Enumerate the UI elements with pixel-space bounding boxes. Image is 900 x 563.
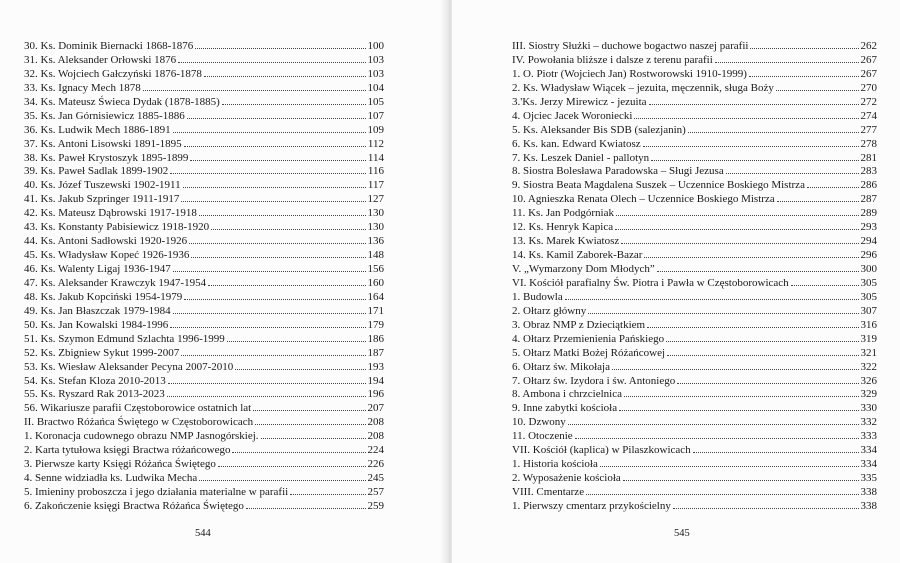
toc-entry-page: 208 [367,430,384,443]
toc-entry [512,54,877,68]
toc-leader-dots [621,243,858,244]
toc-entry-page: 130 [367,221,384,234]
toc-entry [512,193,877,207]
toc-entry-title: VI. Kościół parafialny Św. Piotra i Pawła w Częstoborowicach [512,276,789,289]
toc-entry-page: 103 [367,67,384,80]
toc-entry-page: 281 [860,151,877,164]
toc-entry [24,207,384,221]
toc-leader-dots [181,201,365,202]
toc-entry-title: VIII. Cmentarze [512,486,585,498]
toc-entry-title: 47. Ks. Aleksander Krawczyk 1947-1954 [24,276,207,289]
toc-entry-title: 35. Ks. Jan Górnisiewicz 1885-1886 [24,109,185,122]
toc-leader-dots [235,369,365,370]
toc-entry [24,263,384,277]
toc-leader-dots [204,76,366,77]
toc-entry-title: 10. Dzwony [512,416,566,429]
toc-entry [24,458,384,472]
toc-entry [512,361,877,375]
toc-entry-page: 109 [367,123,384,136]
toc-entry-page: 294 [860,235,877,248]
toc-entry-title: 3.'Ks. Jerzy Mirewicz - jezuita [512,95,647,108]
toc-leader-dots [246,508,366,509]
toc-entry-page: 330 [860,402,877,415]
toc-entry [512,235,877,249]
toc-entry [24,152,384,166]
toc-leader-dots [749,76,859,77]
toc-entry-page: 127 [367,193,384,206]
toc-entry-title: 5. Ołtarz Matki Bożej Różańcowej [512,346,666,359]
toc-leader-dots [615,229,858,230]
toc-leader-dots [187,118,366,119]
toc-entry [512,124,877,138]
toc-leader-dots [649,104,859,105]
toc-entry-title: 56. Wikariusze parafii Częstoborowice ostatnich lat [24,402,252,415]
toc-entry-page: 326 [860,374,877,387]
toc-entry [24,40,384,54]
toc-entry-title: 14. Ks. Kamil Zaborek-Bazar [512,249,643,262]
toc-entry-page: 270 [860,81,877,94]
toc-leader-dots [143,90,366,91]
toc-entry-title: 11. Ks. Jan Podgórniak [512,207,614,220]
toc-entry [512,500,877,514]
toc-entry-title: 1. O. Piotr (Wojciech Jan) Rostworowski 1910-1999) [512,67,747,80]
toc-leader-dots [195,48,365,49]
toc-entry-page: 116 [367,165,384,178]
toc-entry-page: 286 [860,179,877,192]
toc-entry-title: 52. Ks. Zbigniew Sykut 1999-2007 [24,346,180,359]
toc-leader-dots [173,271,366,272]
toc-entry [24,221,384,235]
toc-entry [512,319,877,333]
toc-entry-title: 4. Senne widziadła ks. Ludwika Mecha [24,472,198,485]
toc-entry-title: 4. Ojciec Jacek Woroniecki [512,109,633,122]
toc-entry [24,68,384,82]
toc-entry [512,388,877,402]
toc-entry [512,402,877,416]
toc-leader-dots [208,285,365,286]
toc-entry [512,165,877,179]
toc-entry-page: 277 [860,123,877,136]
toc-entry-page: 267 [860,53,877,66]
toc-leader-dots [167,396,366,397]
toc-entry-title: IV. Powołania bliższe i dalsze z terenu parafii [512,53,713,66]
toc-leader-dots [588,313,858,314]
toc-leader-dots [222,104,366,105]
toc-entry [512,110,877,124]
toc-leader-dots [232,452,365,453]
toc-entry [512,277,877,291]
toc-leader-dots [623,480,859,481]
toc-leader-dots [673,508,859,509]
toc-entry [24,124,384,138]
toc-entry-title: 9. Inne zabytki kościoła [512,402,618,415]
toc-entry-title: 4. Ołtarz Przemienienia Pańskiego [512,332,665,345]
toc-entry [512,221,877,235]
toc-entry-title: 2. Ks. Władysław Wiącek – jezuita, męczennik, sługa Boży [512,81,774,94]
toc-leader-dots [181,355,365,356]
left-page [0,0,448,563]
toc-entry [512,263,877,277]
toc-entry [24,165,384,179]
toc-entry-title: 37. Ks. Antoni Lisowski 1891-1895 [24,137,182,150]
toc-entry-page: 187 [367,346,384,359]
toc-entry-page: 156 [367,263,384,275]
toc-leader-dots [261,438,366,439]
toc-entry-page: 208 [367,416,384,429]
toc-entry-title: 1. Historia kościoła [512,458,598,471]
toc-entry-title: 54. Ks. Stefan Kloza 2010-2013 [24,374,166,387]
toc-entry-title: III. Siostry Służki – duchowe bogactwo naszej parafii [512,40,749,52]
toc-entry [512,472,877,486]
toc-entry-title: 3. Obraz NMP z Dzieciątkiem [512,318,646,331]
toc-entry-page: 329 [860,388,877,401]
toc-entry-page: 305 [860,276,877,289]
toc-entry-page: 316 [860,318,877,331]
toc-entry-title: 41. Ks. Jakub Szpringer 1911-1917 [24,193,180,206]
toc-entry-title: 1. Pierwszy cmentarz przykościelny [512,499,671,512]
toc-entry [24,319,384,333]
toc-entry [24,347,384,361]
toc-entry-title: 30. Ks. Dominik Biernacki 1868-1876 [24,40,194,52]
toc-entry [512,96,877,110]
right-page [452,0,900,563]
toc-entry-title: 49. Ks. Jan Błaszczak 1979-1984 [24,304,171,317]
toc-entry-title: 11. Otoczenie [512,430,573,443]
toc-entry-title: 1. Budowla [512,290,563,303]
toc-entry-title: 42. Ks. Mateusz Dąbrowski 1917-1918 [24,207,197,220]
toc-entry-title: 10. Agnieszka Renata Olech – Uczennice Boskiego Mistrza [512,193,775,206]
toc-leader-dots [170,173,366,174]
toc-entry-page: 114 [367,151,384,164]
toc-entry-page: 196 [367,388,384,401]
toc-leader-dots [183,187,366,188]
toc-entry-page: 100 [367,40,384,52]
toc-leader-dots [726,173,859,174]
toc-entry [24,235,384,249]
toc-entry [24,500,384,514]
toc-entry [24,430,384,444]
toc-entry-page: 334 [860,444,877,457]
toc-entry [24,96,384,110]
toc-entry [512,430,877,444]
toc-leader-dots [184,299,365,300]
toc-entry [512,486,877,500]
toc-leader-dots [777,201,859,202]
toc-entry-page: 319 [860,332,877,345]
toc-entry-title: 38. Ks. Paweł Krystoszyk 1895-1899 [24,151,189,164]
toc-entry-title: 36. Ks. Ludwik Mech 1886-1891 [24,123,171,136]
toc-entry-page: 267 [860,67,877,80]
toc-entry-title: 40. Ks. Józef Tuszewski 1902-1911 [24,179,181,192]
page-number-right: 545 [674,528,690,539]
toc-entry-page: 300 [860,263,877,275]
toc-entry-page: 296 [860,249,877,262]
toc-entry-title: 45. Ks. Władysław Kopeć 1926-1936 [24,249,190,262]
toc-entry-page: 257 [367,486,384,498]
toc-entry-page: 322 [860,360,877,373]
toc-entry [24,138,384,152]
toc-leader-dots [619,410,858,411]
toc-entry-title: 6. Zakończenie księgi Bractwa Różańca Świętego [24,499,244,512]
toc-entry-title: 44. Ks. Antoni Sadłowski 1920-1926 [24,235,188,248]
toc-leader-dots [290,494,365,495]
toc-entry [24,179,384,193]
toc-entry-title: VII. Kościół (kaplica) w Pilaszkowicach [512,444,691,457]
toc-leader-dots [643,146,859,147]
toc-entry [512,291,877,305]
toc-entry-title: 8. Siostra Bolesława Paradowska – Sługi Jezusa [512,165,724,178]
toc-entry-title: 7. Ołtarz św. Izydora i św. Antoniego [512,374,676,387]
toc-entry-page: 130 [367,207,384,220]
toc-leader-dots [173,313,366,314]
toc-leader-dots [688,132,859,133]
toc-entry-title: 39. Ks. Paweł Sadlak 1899-1902 [24,165,169,178]
toc-entry-title: 2. Ołtarz główny [512,304,587,317]
toc-entry [512,458,877,472]
page-number-left: 544 [195,528,211,539]
toc-leader-dots [600,466,859,467]
toc-entry-page: 287 [860,193,877,206]
toc-entry-page: 307 [860,304,877,317]
toc-entry-page: 160 [367,276,384,289]
toc-entry-title: 6. Ks. kan. Edward Kwiatosz [512,137,641,150]
toc-entry-title: 32. Ks. Wojciech Gałczyński 1876-1878 [24,67,202,80]
toc-entry-title: 5. Ks. Aleksander Bis SDB (salezjanin) [512,123,686,136]
toc-entry [24,249,384,263]
toc-leader-dots [693,452,859,453]
toc-entry-page: 105 [367,95,384,108]
toc-entry-page: 338 [860,499,877,512]
toc-entry-page: 194 [367,374,384,387]
toc-leader-dots [575,438,859,439]
toc-entry [24,472,384,486]
toc-leader-dots [568,424,859,425]
toc-entry-title: 43. Ks. Konstanty Pabisiewicz 1918-1920 [24,221,210,234]
toc-entry [24,82,384,96]
toc-leader-dots [178,62,365,63]
toc-leader-dots [191,257,365,258]
toc-entry-page: 179 [367,318,384,331]
toc-leader-dots [776,90,859,91]
toc-entry-title: 5. Imieniny proboszcza i jego działania materialne w parafii [24,486,289,498]
toc-entry [24,444,384,458]
toc-entry-page: 226 [367,458,384,471]
toc-entry [24,291,384,305]
toc-entry [24,54,384,68]
toc-leader-dots [634,118,858,119]
toc-entry-title: 12. Ks. Henryk Kapica [512,221,614,234]
toc-entry-title: 8. Ambona i chrzcielnica [512,388,622,401]
toc-entry-page: 338 [860,486,877,498]
toc-entry-title: 48. Ks. Jakub Kopciński 1954-1979 [24,290,183,303]
toc-entry-page: 293 [860,221,877,234]
toc-entry-title: 3. Pierwsze karty Księgi Różańca Świętego [24,458,216,471]
toc-entry [512,68,877,82]
toc-entry [24,416,384,430]
toc-entry-title: 51. Ks. Szymon Edmund Szlachta 1996-1999 [24,332,225,345]
toc-entry-title: 34. Ks. Mateusz Świeca Dydak (1878-1885) [24,95,220,108]
toc-entry-page: 333 [860,430,877,443]
toc-leader-dots [667,355,858,356]
toc-entry [512,179,877,193]
toc-entry [512,347,877,361]
toc-list-right [512,40,877,514]
toc-entry-title: 7. Ks. Leszek Daniel - pallotyn [512,151,650,164]
toc-entry [512,375,877,389]
toc-entry [24,388,384,402]
toc-entry-title: 9. Siostra Beata Magdalena Suszek – Uczennice Boskiego Mistrza [512,179,805,192]
toc-entry-title: 1. Koronacja cudownego obrazu NMP Jasnogórskiej. [24,430,259,443]
toc-entry [512,138,877,152]
toc-entry-title: V. „Wymarzony Dom Młodych” [512,263,655,275]
toc-entry-page: 321 [860,346,877,359]
toc-entry-page: 117 [367,179,384,192]
toc-entry-title: 33. Ks. Ignacy Mech 1878 [24,81,141,94]
toc-leader-dots [253,410,365,411]
toc-entry-page: 289 [860,207,877,220]
toc-entry-page: 224 [367,444,384,457]
toc-entry [512,444,877,458]
toc-entry-page: 186 [367,332,384,345]
toc-entry-title: 53. Ks. Wiesław Aleksander Pecyna 2007-2010 [24,360,234,373]
toc-entry [24,305,384,319]
toc-entry [512,82,877,96]
toc-entry-page: 272 [860,95,877,108]
toc-leader-dots [190,160,366,161]
toc-entry [24,486,384,500]
toc-entry [512,416,877,430]
toc-entry [512,333,877,347]
toc-entry-page: 283 [860,165,877,178]
toc-leader-dots [624,396,859,397]
toc-leader-dots [586,494,858,495]
toc-entry-title: 50. Ks. Jan Kowalski 1984-1996 [24,318,169,331]
toc-entry-page: 332 [860,416,877,429]
toc-entry-title: 2. Karta tytułowa księgi Bractwa różańcowego [24,444,231,457]
toc-entry-page: 207 [367,402,384,415]
toc-entry [24,402,384,416]
toc-entry-page: 171 [367,304,384,317]
toc-entry-page: 148 [367,249,384,262]
toc-entry [512,249,877,263]
toc-entry [512,40,877,54]
toc-leader-dots [565,299,859,300]
toc-entry [24,375,384,389]
toc-leader-dots [651,160,858,161]
toc-entry-page: 112 [367,137,384,150]
toc-entry [24,110,384,124]
toc-entry [24,333,384,347]
toc-entry-page: 193 [367,360,384,373]
toc-entry-title: 46. Ks. Walenty Ligaj 1936-1947 [24,263,171,275]
toc-leader-dots [255,424,365,425]
toc-leader-dots [677,383,858,384]
toc-leader-dots [199,215,366,216]
toc-entry-page: 245 [367,472,384,485]
toc-entry-page: 103 [367,53,384,66]
toc-entry [512,305,877,319]
toc-leader-dots [715,62,859,63]
toc-leader-dots [189,243,365,244]
toc-leader-dots [750,48,858,49]
toc-leader-dots [199,480,365,481]
toc-entry [24,193,384,207]
toc-leader-dots [647,327,858,328]
toc-entry-page: 334 [860,458,877,471]
toc-leader-dots [211,229,365,230]
toc-entry [512,152,877,166]
toc-leader-dots [168,383,366,384]
toc-entry-page: 305 [860,290,877,303]
toc-leader-dots [616,215,859,216]
toc-entry-page: 136 [367,235,384,248]
toc-entry-title: II. Bractwo Różańca Świętego w Częstoborowicach [24,416,254,429]
toc-leader-dots [791,285,859,286]
toc-entry-page: 262 [860,40,877,52]
toc-leader-dots [227,341,366,342]
toc-entry-page: 164 [367,290,384,303]
toc-entry-page: 107 [367,109,384,122]
toc-entry [512,207,877,221]
toc-entry-title: 2. Wyposażenie kościoła [512,472,621,485]
toc-entry-title: 6. Ołtarz św. Mikołaja [512,360,610,373]
toc-leader-dots [218,466,366,467]
toc-entry-page: 104 [367,81,384,94]
toc-entry-page: 259 [367,499,384,512]
toc-leader-dots [666,341,858,342]
toc-entry-page: 274 [860,109,877,122]
toc-leader-dots [173,132,366,133]
toc-entry-title: 31. Ks. Aleksander Orłowski 1876 [24,53,177,66]
toc-entry [24,277,384,291]
toc-leader-dots [807,187,859,188]
toc-entry [24,361,384,375]
toc-list-left [24,40,384,514]
toc-entry-page: 278 [860,137,877,150]
toc-leader-dots [184,146,366,147]
toc-entry-title: 55. Ks. Ryszard Rak 2013-2023 [24,388,165,401]
toc-leader-dots [612,369,859,370]
toc-leader-dots [170,327,365,328]
toc-entry-title: 13. Ks. Marek Kwiatosz [512,235,620,248]
toc-entry-page: 335 [860,472,877,485]
toc-leader-dots [657,271,859,272]
toc-leader-dots [644,257,858,258]
